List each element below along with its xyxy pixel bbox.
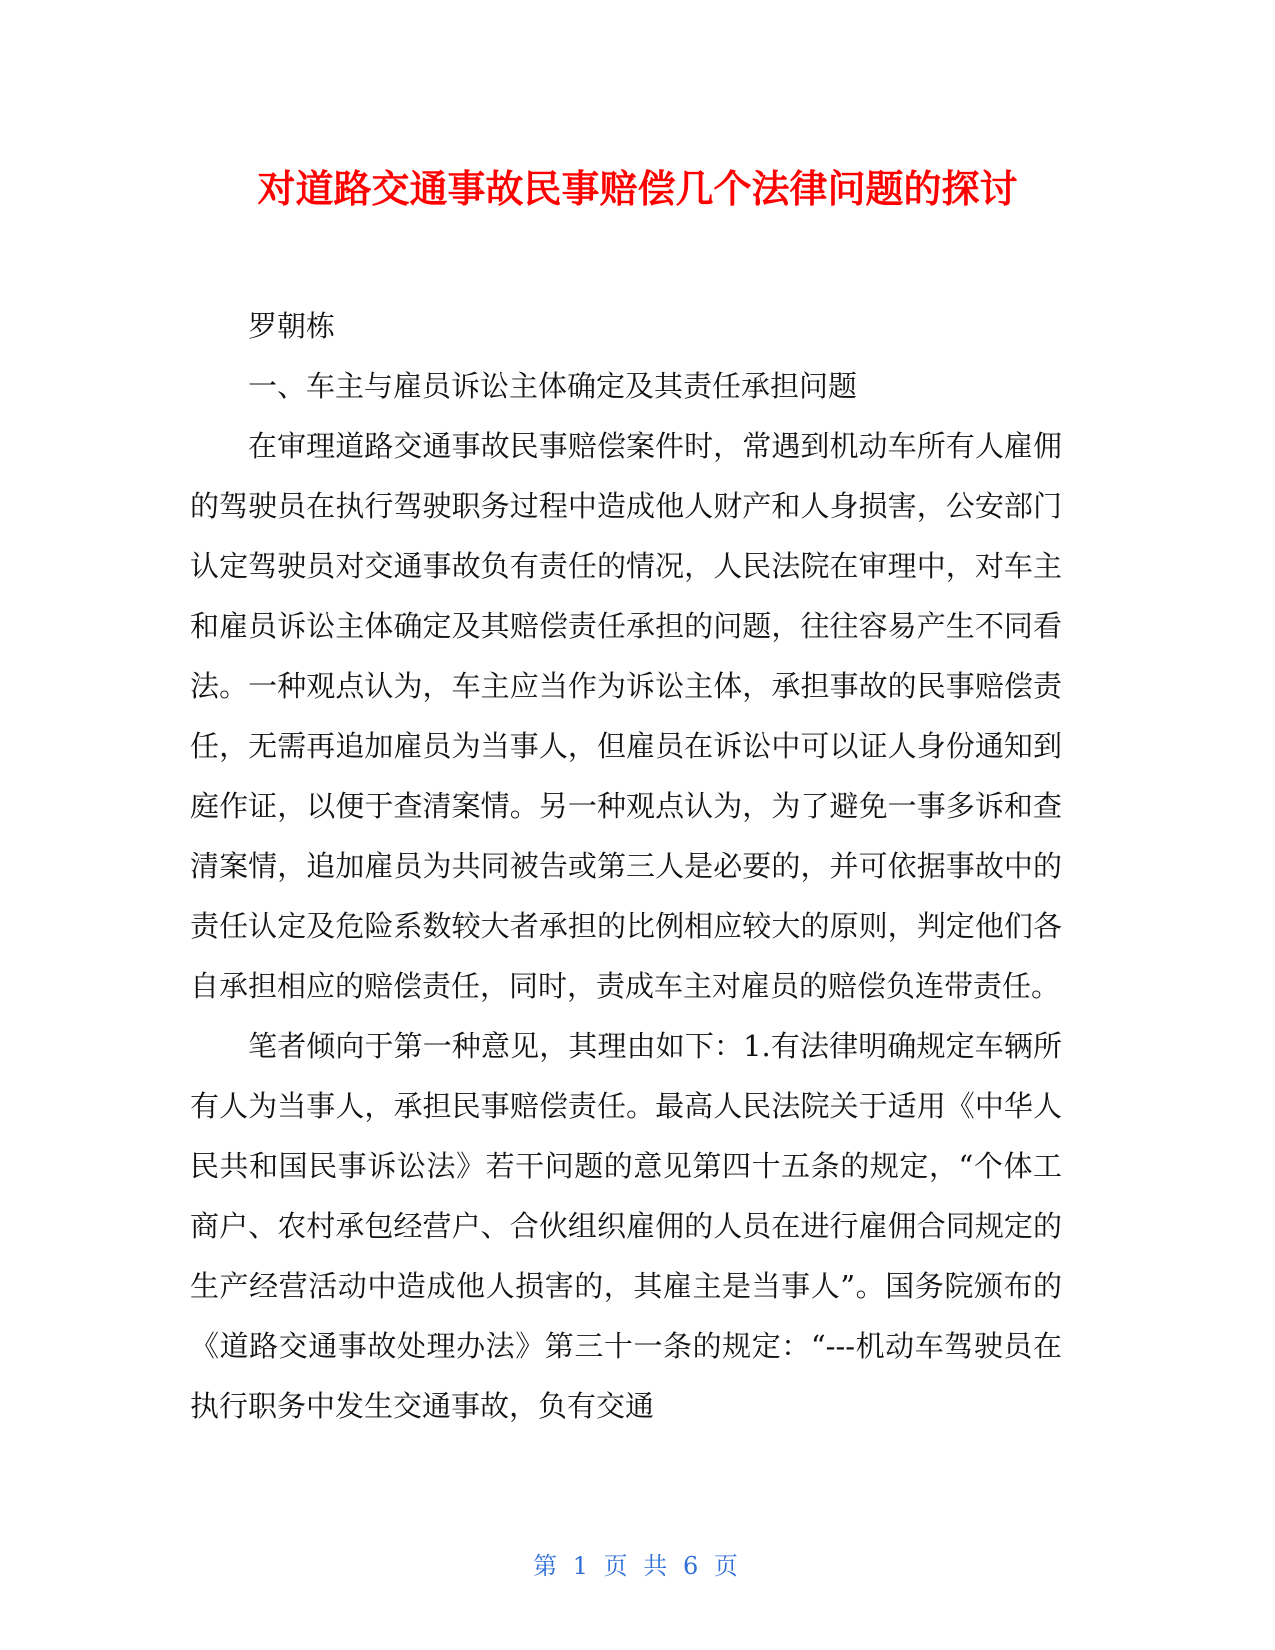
author-line: 罗朝栋 (248, 309, 336, 343)
document-body (190, 296, 1062, 1436)
page-footer (0, 1546, 1275, 1581)
paragraph: 笔者倾向于第一种意见，其理由如下：1.有法律明确规定车辆所有人为当事人，承担民事赔偿责任。最高人民法院关于适用《中华人民共和国民事诉讼法》若干问题的意见第四十五条的规定，“个体工商户、农村承包经营户、合伙组织雇佣的人员在进行雇佣合同规定的生产经营活动中造成他人损害的，其雇主是当事人”。国务院颁布的《道路交通事故处理办法》第三十一条的规定：“---机动车驾驶员在执行职务中发生交通事故，负有交通 (190, 1029, 1062, 1423)
document-title: 对道路交通事故民事赔偿几个法律问题的探讨 (257, 167, 1018, 211)
page-number: 第 1 页 共 6 页 (533, 1552, 742, 1580)
paragraph: 在审理道路交通事故民事赔偿案件时，常遇到机动车所有人雇佣的驾驶员在执行驾驶职务过程中造成他人财产和人身损害，公安部门认定驾驶员对交通事故负有责任的情况，人民法院在审理中，对车主和雇员诉讼主体确定及其赔偿责任承担的问题，往往容易产生不同看法。一种观点认为，车主应当作为诉讼主体，承担事故的民事赔偿责任，无需再追加雇员为当事人，但雇员在诉讼中可以证人身份通知到庭作证，以便于查清案情。另一种观点认为，为了避免一事多诉和查清案情，追加雇员为共同被告或第三人是必要的，并可依据事故中的责任认定及危险系数较大者承担的比例相应较大的原则，判定他们各自承担相应的赔偿责任，同时，责成车主对雇员的赔偿负连带责任。 (190, 429, 1062, 1003)
section-heading: 一、车主与雇员诉讼主体确定及其责任承担问题 (248, 369, 858, 403)
